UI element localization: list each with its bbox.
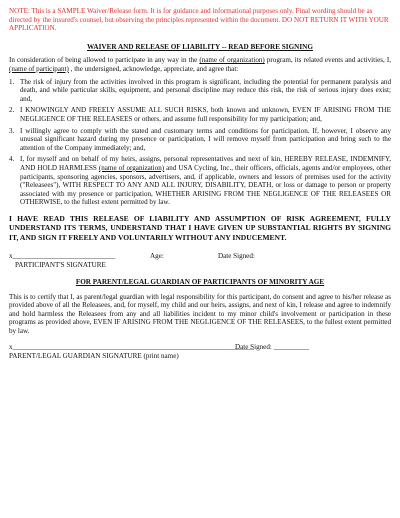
- terms-list: [9, 78, 391, 207]
- parent-section-heading: FOR PARENT/LEGAL GUARDIAN OF PARTICIPANTS OF MINORITY AGE: [75, 278, 325, 287]
- term-text-1: I, for myself and on behalf of my heirs, assigns, personal representatives and next of kin, HEREBY RELEASE, INDEMNIFY, AND HOLD HARMLESS: [20, 155, 391, 172]
- participant-signature-caption: PARTICIPANT'S SIGNATURE: [15, 261, 106, 270]
- acknowledgement-statement: I HAVE READ THIS RELEASE OF LIABILITY AND ASSUMPTION OF RISK AGREEMENT, FULLY UNDERSTAND ITS TERMS, UNDERSTAND THAT I HAVE GIVEN UP SUBSTANTIAL RIGHTS BY SIGNING IT, AND SIGN IT FREELY AND VOLUNTARILY WITHOUT ANY INDUCEMENT.: [9, 213, 391, 242]
- parent-signature-field[interactable]: x____________________________________________________________________: [9, 342, 254, 351]
- participant-name-blank: (name of participant): [9, 64, 69, 73]
- intro-text-3: , the undersigned, acknowledge, appreciate, and agree that:: [68, 64, 239, 73]
- term-text-2: and USA Cycling, Inc., their officers, officials, agents and/or employees, other participants, sponsoring agencies, sponsors, advertisers, and, if applicable, owners and lessors of premises used for the activity ("Releasees"), WITH RESPECT TO ANY AND ALL INJURY, DISABILITY, DEATH, or loss or damage to person or property associated with my presence or participation, WHETHER ARISING FROM THE NEGLIGENCE OF THE RELEASEES OR OTHERWISE, to the fullest extent permitted by law.: [20, 163, 392, 207]
- intro-paragraph: [9, 56, 391, 73]
- age-label: Age:: [150, 252, 164, 261]
- organization-name-blank: (name of organization): [98, 163, 165, 172]
- term-item-4: [9, 155, 391, 207]
- parent-consent-paragraph: This is to certify that I, as parent/legal guardian with legal responsibility for this participant, do consent and agree to his/her release as provided above of all the Releasees, and, for myself, my child and our heirs, assigns, and next of kin, I release and agree to indemnify and hold harmless the Releasees from any and all liabilities incident to my minor child's involvement or participation in these programs as provided above, EVEN IF ARISING FROM THE NEGLIGENCE OF THE RELEASEES, to the fullest extent permitted by law.: [9, 292, 391, 336]
- organization-name-blank: (name of organization): [199, 56, 265, 65]
- term-text: The risk of injury from the activities involved in this program is significant, including the potential for permanent paralysis and death, and while particular skills, equipment, and personal discipline may reduce this risk, the risk of serious injury does exist; and,: [20, 77, 391, 103]
- sample-notice: NOTE: This is a SAMPLE Waiver/Release form. It is for guidance and informational purposes only. Final wording should be as directed by the insured's counsel, but observing the principles represented within the document. DO NOT RETURN IT WITH YOUR APPLICATION.: [9, 7, 389, 33]
- participant-signature-line: [9, 252, 391, 261]
- parent-date-signed-field[interactable]: Date Signed: __________: [235, 342, 310, 351]
- date-signed-label: Date Signed:: [218, 252, 255, 261]
- term-text: I willingly agree to comply with the stated and customary terms and conditions for participation. If, however, I observe any unusual significant hazard during my presence or participation, I will remove myself from participation and bring such to the attention of the Company immediately; and,: [20, 126, 391, 152]
- term-number: 1.: [9, 77, 15, 86]
- participant-signature-caption-row: [9, 261, 391, 270]
- term-number: 2.: [9, 106, 15, 115]
- term-number: 4.: [9, 155, 15, 164]
- term-number: 3.: [9, 126, 15, 135]
- term-text: I KNOWINGLY AND FREELY ASSUME ALL SUCH RISKS, both known and unknown, EVEN IF ARISING FROM THE NEGLIGENCE OF THE RELEASEES or others, and assume full responsibility for my participation; and,: [20, 106, 391, 123]
- intro-text-1: In consideration of being allowed to participate in any way in the: [9, 56, 200, 65]
- term-item-3: [9, 127, 391, 153]
- parent-signature-line: [9, 343, 391, 352]
- parent-signature-caption-row: [9, 352, 391, 361]
- document-title: WAIVER AND RELEASE OF LIABILITY -- READ BEFORE SIGNING: [87, 42, 313, 51]
- parent-signature-caption: PARENT/LEGAL GUARDIAN SIGNATURE (print name): [9, 351, 179, 360]
- participant-signature-field[interactable]: x_____________________________: [9, 252, 116, 261]
- term-item-1: [9, 78, 391, 104]
- term-item-2: [9, 106, 391, 123]
- intro-text-2: program, its related events and activities, I,: [264, 56, 391, 65]
